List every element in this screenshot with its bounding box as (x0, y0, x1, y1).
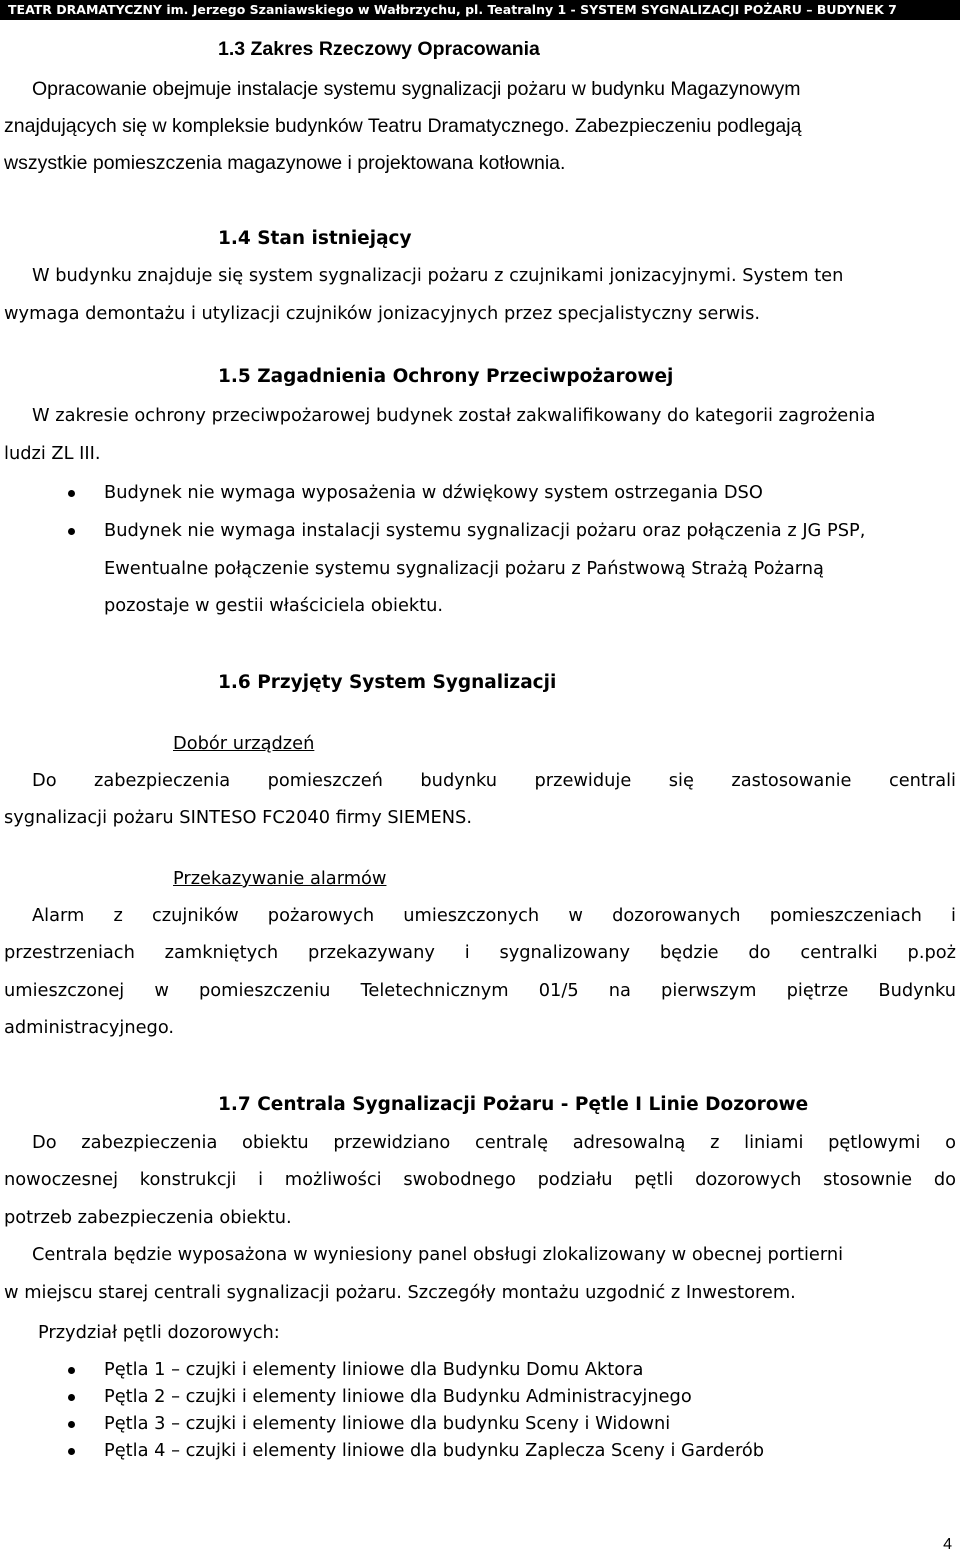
subheading-alarms: Przekazywanie alarmów (173, 868, 387, 889)
section-1-5-title: 1.5 Zagadnienia Ochrony Przeciwpożarowej (218, 366, 674, 387)
bullet-icon (68, 1448, 75, 1455)
loop-item: Pętla 4 – czujki i elementy liniowe dla budynku Zaplecza Sceny i Garderób (104, 1440, 765, 1461)
paragraph-line: wszystkie pomieszczenia magazynowe i projektowana kotłownia. (4, 152, 566, 174)
paragraph-line: znajdujących się w kompleksie budynków Teatru Dramatycznego. Zabezpieczeniu podlegają (4, 115, 802, 137)
paragraph-line: administracyjnego. (4, 1017, 175, 1038)
paragraph-line: sygnalizacji pożaru SINTESO FC2040 firmy SIEMENS. (4, 807, 472, 828)
paragraph-line: Alarm z czujników pożarowych umieszczonych w dozorowanych pomieszczeniach i (32, 905, 956, 926)
section-1-4-title: 1.4 Stan istniejący (218, 228, 412, 249)
paragraph-line: Do zabezpieczenia obiektu przewidziano centralę adresowalną z liniami pętlowymi o (32, 1132, 956, 1153)
paragraph-line: umieszczonej w pomieszczeniu Teletechnicznym 01/5 na pierwszym piętrze Budynku (4, 980, 956, 1001)
paragraph-line: ludzi ZL III. (4, 443, 101, 464)
bullet-icon (68, 490, 75, 497)
section-1-3-title: 1.3 Zakres Rzeczowy Opracowania (218, 38, 540, 60)
bullet-icon (68, 1394, 75, 1401)
bullet-icon (68, 1421, 75, 1428)
document-header: TEATR DRAMATYCZNY im. Jerzego Szaniawskiego w Wałbrzychu, pl. Teatralny 1 - SYSTEM SYGNALIZACJI POŻARU – BUDYNEK 7 (0, 0, 960, 20)
paragraph-line: Centrala będzie wyposażona w wyniesiony panel obsługi zlokalizowany w obecnej portierni (32, 1244, 844, 1265)
loop-item: Pętla 2 – czujki i elementy liniowe dla Budynku Administracyjnego (104, 1386, 692, 1407)
bullet-icon (68, 1367, 75, 1374)
bullet-icon (68, 528, 75, 535)
paragraph-line: przestrzeniach zamkniętych przekazywany i sygnalizowany będzie do centralki p.poż (4, 942, 956, 963)
paragraph-line: W zakresie ochrony przeciwpożarowej budynek został zakwalifikowany do kategorii zagrożenia (32, 405, 876, 426)
paragraph-line: w miejscu starej centrali sygnalizacji pożaru. Szczegóły montażu uzgodnić z Inwestorem. (4, 1282, 796, 1303)
section-1-6-title: 1.6 Przyjęty System Sygnalizacji (218, 672, 557, 693)
paragraph-line: Opracowanie obejmuje instalacje systemu sygnalizacji pożaru w budynku Magazynowym (32, 78, 801, 100)
paragraph-line: Do zabezpieczenia pomieszczeń budynku przewiduje się zastosowanie centrali (32, 770, 956, 791)
loop-item: Pętla 1 – czujki i elementy liniowe dla Budynku Domu Aktora (104, 1359, 644, 1380)
bullet-item-continuation: Ewentualne połączenie systemu sygnalizacji pożaru z Państwową Strażą Pożarną (104, 558, 824, 579)
loop-item: Pętla 3 – czujki i elementy liniowe dla budynku Sceny i Widowni (104, 1413, 671, 1434)
paragraph-line: wymaga demontażu i utylizacji czujników jonizacyjnych przez specjalistyczny serwis. (4, 303, 761, 324)
bullet-item: Budynek nie wymaga wyposażenia w dźwiękowy system ostrzegania DSO (104, 482, 763, 503)
bullet-item-continuation: pozostaje w gestii właściciela obiektu. (104, 595, 444, 616)
section-1-7-title: 1.7 Centrala Sygnalizacji Pożaru - Pętle I Linie Dozorowe (218, 1094, 809, 1115)
paragraph-line: potrzeb zabezpieczenia obiektu. (4, 1207, 292, 1228)
loops-label: Przydział pętli dozorowych: (38, 1322, 280, 1343)
subheading-equipment: Dobór urządzeń (173, 733, 315, 754)
paragraph-line: W budynku znajduje się system sygnalizacji pożaru z czujnikami jonizacyjnymi. System ten (32, 265, 844, 286)
paragraph-line: nowoczesnej konstrukcji i możliwości swobodnego podziału pętli dozorowych stosownie do (4, 1169, 956, 1190)
bullet-item: Budynek nie wymaga instalacji systemu sygnalizacji pożaru oraz połączenia z JG PSP, (104, 520, 866, 541)
page-number: 4 (943, 1536, 952, 1553)
